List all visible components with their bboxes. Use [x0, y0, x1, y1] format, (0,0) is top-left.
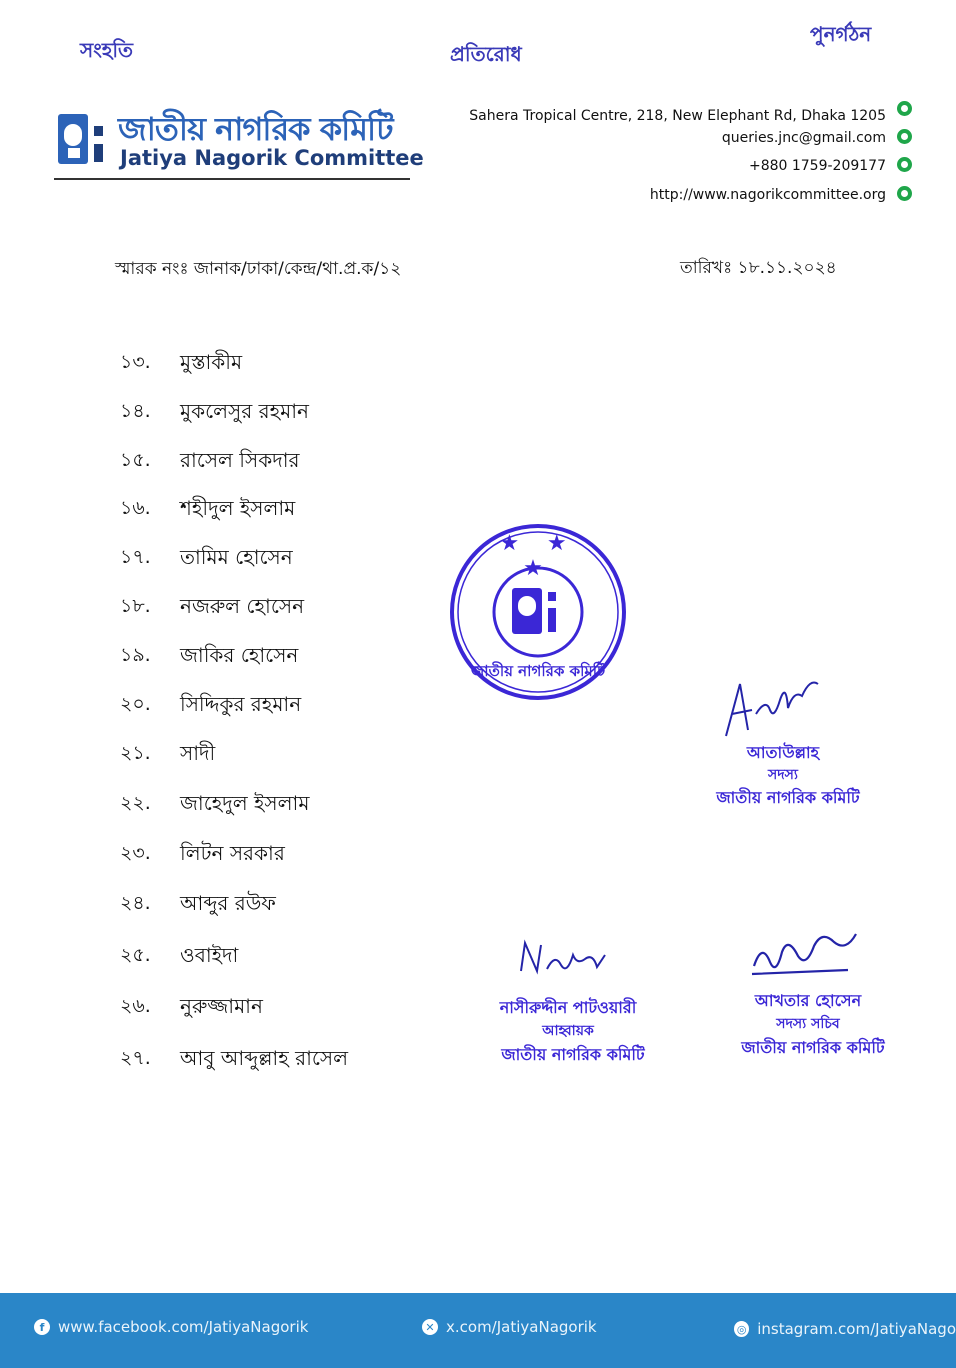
list-item-number: ১৪.: [120, 400, 151, 422]
footer-instagram[interactable]: [734, 1320, 956, 1338]
list-item: [120, 789, 460, 822]
seal-stars: ★ ★ ★: [499, 531, 577, 581]
list-item: [120, 543, 460, 576]
list-item-name: আবু আব্দুল্লাহ রাসেল: [180, 1046, 349, 1070]
list-item-number: ১৫.: [120, 449, 151, 471]
footer-instagram-label: instagram.com/JatiyaNago: [757, 1320, 956, 1338]
facebook-icon: f: [34, 1319, 50, 1335]
motto-2: প্রতিরোধ: [450, 42, 522, 66]
list-item-name: তামিম হোসেন: [180, 545, 293, 569]
list-item-name: সিদ্দিকুর রহমান: [180, 692, 302, 716]
x-icon: ✕: [422, 1319, 438, 1335]
list-item-number: ২০.: [120, 693, 151, 715]
signature-2-name: নাসীরুদ্দীন পাটওয়ারী: [499, 998, 637, 1017]
list-item-name: আব্দুর রউফ: [180, 891, 276, 915]
list-item: [120, 690, 460, 723]
list-item-name: রাসেল সিকদার: [180, 448, 300, 472]
list-item-number: ২৫.: [120, 944, 151, 966]
list-item-number: ১৭.: [120, 546, 151, 568]
signature-1-role: সদস্য: [768, 767, 798, 783]
list-item-name: ওবাইদা: [180, 943, 239, 967]
motto-1: সংহতি: [80, 38, 134, 62]
signature-1-scribble: [718, 670, 828, 740]
list-item-name: মুস্তাকীম: [180, 350, 243, 374]
signature-3-org: জাতীয় নাগরিক কমিটি: [741, 1038, 885, 1057]
seal-text: জাতীয় নাগরিক কমিটি: [470, 662, 606, 680]
location-icon: [897, 101, 912, 120]
list-item: [120, 446, 460, 479]
list-item-number: ২৬.: [120, 995, 151, 1017]
list-item: [120, 592, 460, 625]
memo-number: স্মারক নংঃ জানাক/ঢাকা/কেন্দ্র/থা.প্র.ক/১২: [115, 259, 402, 279]
footer-bar: [0, 1293, 956, 1368]
signature-1-name: আতাউল্লাহ: [746, 743, 820, 762]
list-item-number: ১৩.: [120, 351, 151, 373]
contact-address: Sahera Tropical Centre, 218, New Elephant Rd, Dhaka 1205: [469, 108, 886, 124]
list-item: [120, 494, 460, 527]
signature-2-scribble: [515, 935, 610, 980]
contact-email: queries.jnc@gmail.com: [721, 130, 886, 146]
signature-3-name: আখতার হোসেন: [754, 991, 862, 1010]
list-item-name: জাকির হোসেন: [180, 643, 299, 667]
email-icon: [897, 129, 912, 148]
list-item: [120, 992, 460, 1025]
list-item-number: ২২.: [120, 792, 151, 814]
logo-title-bn: জাতীয় নাগরিক কমিটি: [118, 110, 393, 148]
list-item-number: ২৭.: [120, 1047, 151, 1069]
list-item-number: ২১.: [120, 742, 151, 764]
list-item: [120, 641, 460, 674]
list-item-name: শহীদুল ইসলাম: [180, 496, 296, 520]
footer-facebook[interactable]: [34, 1318, 308, 1336]
instagram-icon: ◎: [734, 1321, 749, 1337]
list-item: [120, 348, 460, 381]
contact-website: http://www.nagorikcommittee.org: [649, 187, 886, 203]
list-item-name: জাহেদুল ইসলাম: [180, 791, 310, 815]
signature-3-role: সদস্য সচিব: [776, 1016, 840, 1032]
list-item: [120, 397, 460, 430]
list-item-number: ১৬.: [120, 497, 151, 519]
list-item-name: সাদী: [180, 741, 216, 765]
globe-icon: [897, 186, 912, 205]
footer-x[interactable]: [422, 1318, 597, 1336]
list-item: [120, 1044, 460, 1077]
footer-facebook-label: www.facebook.com/JatiyaNagorik: [58, 1318, 309, 1336]
contact-phone: +880 1759-209177: [748, 158, 886, 174]
list-item-number: ২৪.: [120, 892, 151, 914]
list-item: [120, 739, 460, 772]
signature-1-org: জাতীয় নাগরিক কমিটি: [716, 788, 860, 807]
list-item-name: নজরুল হোসেন: [180, 594, 305, 618]
signature-2-org: জাতীয় নাগরিক কমিটি: [501, 1045, 645, 1064]
list-item: [120, 889, 460, 922]
footer-x-label: x.com/JatiyaNagorik: [446, 1318, 597, 1336]
logo-title-en: Jatiya Nagorik Committee: [120, 146, 424, 170]
list-item-number: ১৯.: [120, 644, 151, 666]
list-item: [120, 839, 460, 872]
list-item-number: ১৮.: [120, 595, 151, 617]
list-item-number: ২৩.: [120, 842, 151, 864]
signature-2-role: আহ্বায়ক: [542, 1023, 594, 1039]
list-item-name: নুরুজ্জামান: [180, 994, 263, 1018]
logo-mark-icon: [56, 112, 108, 166]
memo-date: তারিখঃ ১৮.১১.২০২৪: [680, 258, 837, 278]
phone-icon: [897, 157, 912, 176]
list-item-name: লিটন সরকার: [180, 841, 285, 865]
motto-3: পুনর্গঠন: [810, 22, 872, 46]
logo-underline: [54, 178, 410, 180]
list-item: [120, 941, 460, 974]
list-item-name: মুকলেসুর রহমান: [180, 399, 309, 423]
signature-3-scribble: [748, 922, 863, 982]
